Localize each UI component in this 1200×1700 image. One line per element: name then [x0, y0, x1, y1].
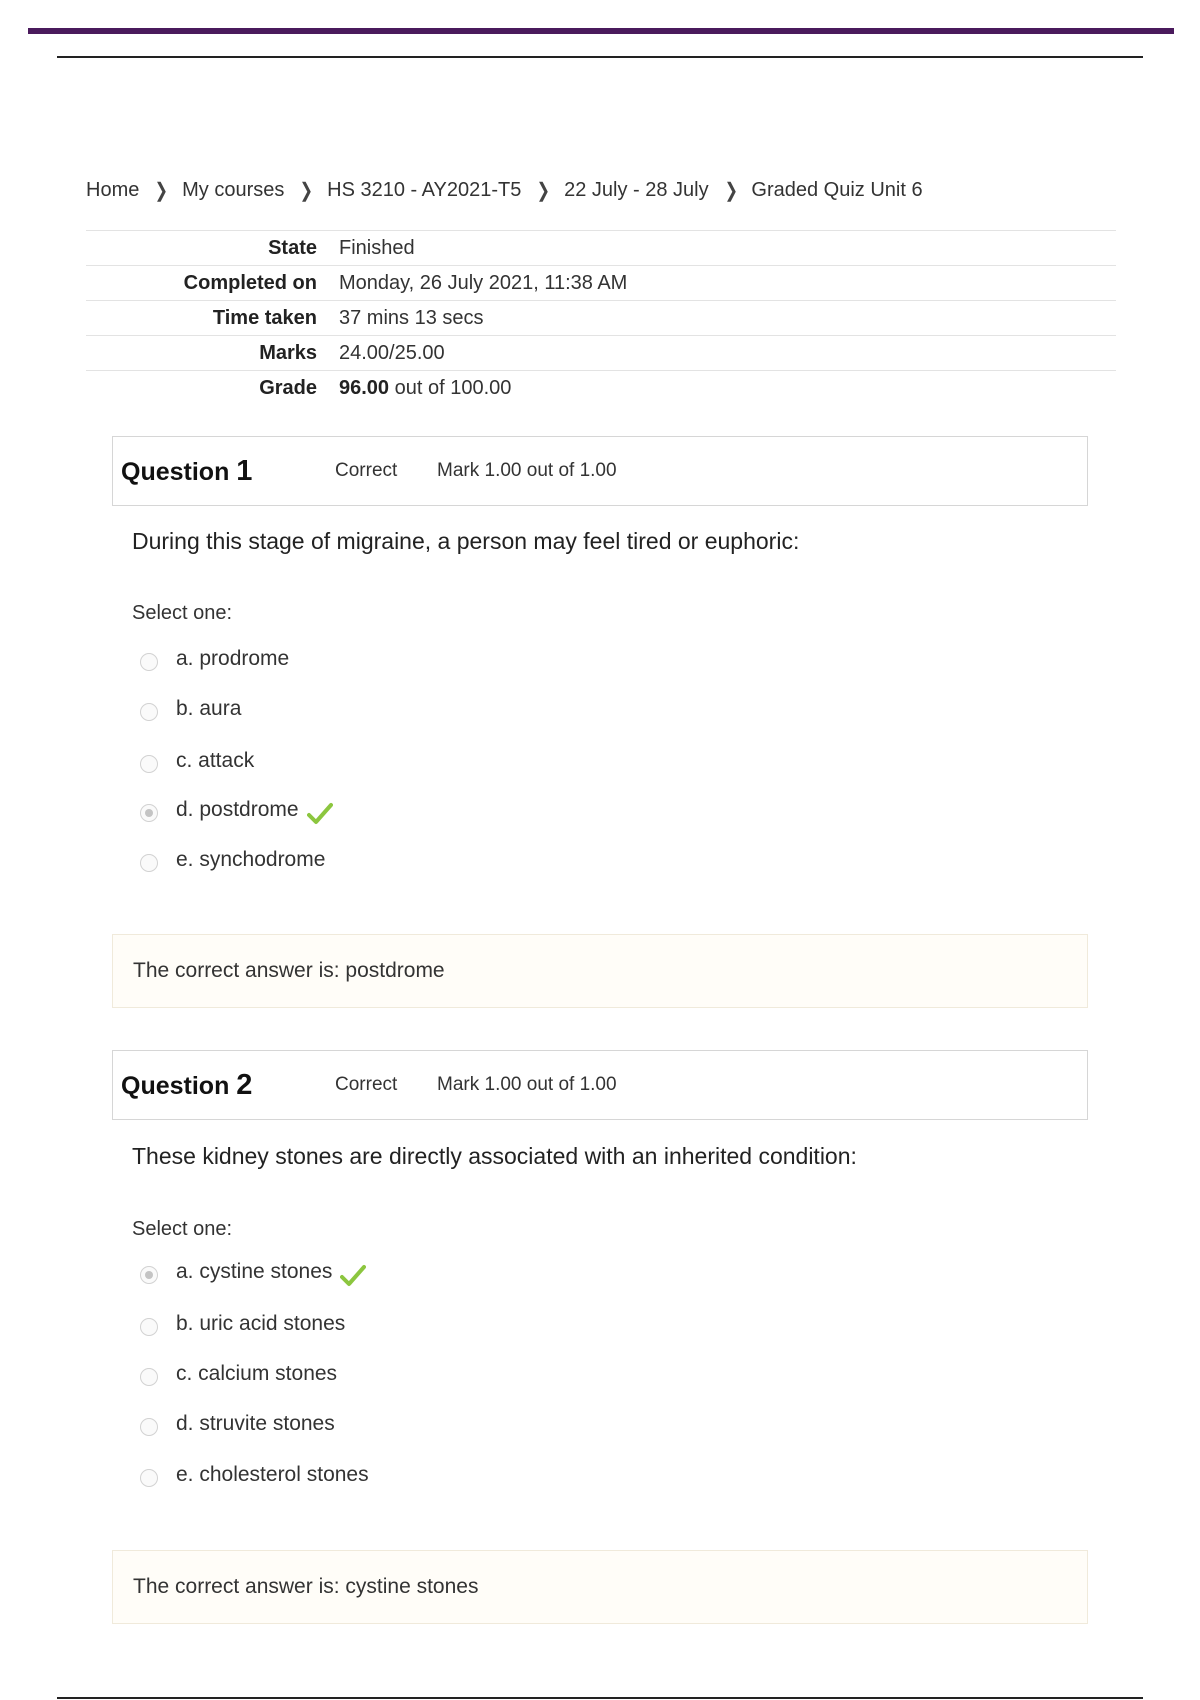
summary-row-marks — [86, 335, 1116, 370]
breadcrumb-course[interactable]: HS 3210 - AY2021-T5 — [327, 179, 522, 201]
summary-value: Monday, 26 July 2021, 11:38 AM — [339, 271, 628, 294]
checkmark-icon — [340, 1264, 366, 1288]
select-one-label: Select one: — [132, 602, 233, 624]
summary-row-completed — [86, 265, 1116, 300]
summary-label: Marks — [259, 341, 317, 364]
option-label: d. postdrome — [176, 798, 299, 821]
correct-answer-feedback — [112, 1550, 1088, 1624]
answer-option[interactable] — [140, 1309, 345, 1339]
question-state: Correct — [335, 1074, 398, 1095]
radio-button[interactable] — [140, 755, 158, 773]
question-1-header — [112, 436, 1088, 506]
feedback-text: The correct answer is: cystine stones — [133, 1575, 479, 1598]
chevron-right-icon: ❯ — [724, 180, 738, 202]
summary-value: 24.00/25.00 — [339, 341, 445, 364]
answer-option[interactable] — [140, 845, 325, 875]
chevron-right-icon: ❯ — [155, 180, 169, 202]
option-label: b. uric acid stones — [176, 1312, 346, 1335]
question-word: Question — [121, 1071, 230, 1100]
question-state: Correct — [335, 460, 398, 481]
chevron-right-icon: ❯ — [537, 180, 551, 202]
summary-label: Time taken — [212, 306, 317, 329]
summary-label: Completed on — [183, 271, 317, 294]
radio-button-selected[interactable] — [140, 804, 158, 822]
option-label: a. cystine stones — [176, 1260, 333, 1283]
option-label: c. calcium stones — [176, 1362, 338, 1385]
footer-divider — [57, 1697, 1143, 1699]
radio-button[interactable] — [140, 854, 158, 872]
answer-option[interactable] — [140, 1460, 369, 1490]
select-one-label: Select one: — [132, 1218, 233, 1240]
summary-value — [339, 377, 511, 400]
question-word: Question — [121, 457, 230, 486]
breadcrumb-quiz[interactable]: Graded Quiz Unit 6 — [751, 179, 923, 201]
summary-label: State — [268, 236, 317, 259]
radio-button[interactable] — [140, 1318, 158, 1336]
breadcrumb — [86, 178, 923, 203]
breadcrumb-my-courses[interactable]: My courses — [182, 179, 285, 201]
option-label: d. struvite stones — [176, 1412, 335, 1435]
grade-out-of: out of 100.00 — [394, 376, 512, 399]
question-text: During this stage of migraine, a person may feel tired or euphoric: — [132, 528, 800, 554]
question-number: 2 — [236, 1068, 253, 1101]
option-label: b. aura — [176, 697, 242, 720]
top-accent-bar — [28, 28, 1174, 34]
question-2-header — [112, 1050, 1088, 1120]
correct-answer-feedback — [112, 934, 1088, 1008]
question-text: These kidney stones are directly associated with an inherited condition: — [132, 1143, 857, 1169]
header-divider — [57, 56, 1143, 58]
question-title — [121, 1069, 335, 1102]
answer-option[interactable] — [140, 694, 241, 724]
breadcrumb-week[interactable]: 22 July - 28 July — [564, 179, 709, 201]
answer-option[interactable] — [140, 1409, 335, 1439]
summary-value: 37 mins 13 secs — [339, 306, 484, 329]
question-mark: Mark 1.00 out of 1.00 — [437, 460, 617, 481]
answer-option-selected[interactable] — [140, 1257, 366, 1287]
option-label: a. prodrome — [176, 647, 290, 670]
summary-label: Grade — [259, 376, 317, 399]
answer-option-selected[interactable] — [140, 795, 333, 825]
answer-option[interactable] — [140, 746, 254, 776]
answer-option[interactable] — [140, 644, 289, 674]
option-label: c. attack — [176, 749, 255, 772]
radio-button[interactable] — [140, 703, 158, 721]
breadcrumb-home[interactable]: Home — [86, 179, 140, 201]
radio-button[interactable] — [140, 1368, 158, 1386]
question-title — [121, 455, 335, 488]
summary-row-grade — [86, 370, 1116, 405]
option-label: e. cholesterol stones — [176, 1463, 369, 1486]
radio-button[interactable] — [140, 1418, 158, 1436]
feedback-text: The correct answer is: postdrome — [133, 959, 445, 982]
summary-row-time — [86, 300, 1116, 335]
question-number: 1 — [236, 454, 253, 487]
grade-score: 96.00 — [339, 376, 390, 399]
attempt-summary-table — [86, 230, 1116, 405]
summary-value: Finished — [339, 236, 415, 259]
radio-button-selected[interactable] — [140, 1266, 158, 1284]
option-label: e. synchodrome — [176, 848, 326, 871]
question-mark: Mark 1.00 out of 1.00 — [437, 1074, 617, 1095]
answer-option[interactable] — [140, 1359, 337, 1389]
radio-button[interactable] — [140, 653, 158, 671]
summary-row-state — [86, 230, 1116, 265]
radio-button[interactable] — [140, 1469, 158, 1487]
chevron-right-icon: ❯ — [300, 180, 314, 202]
checkmark-icon — [307, 802, 333, 826]
